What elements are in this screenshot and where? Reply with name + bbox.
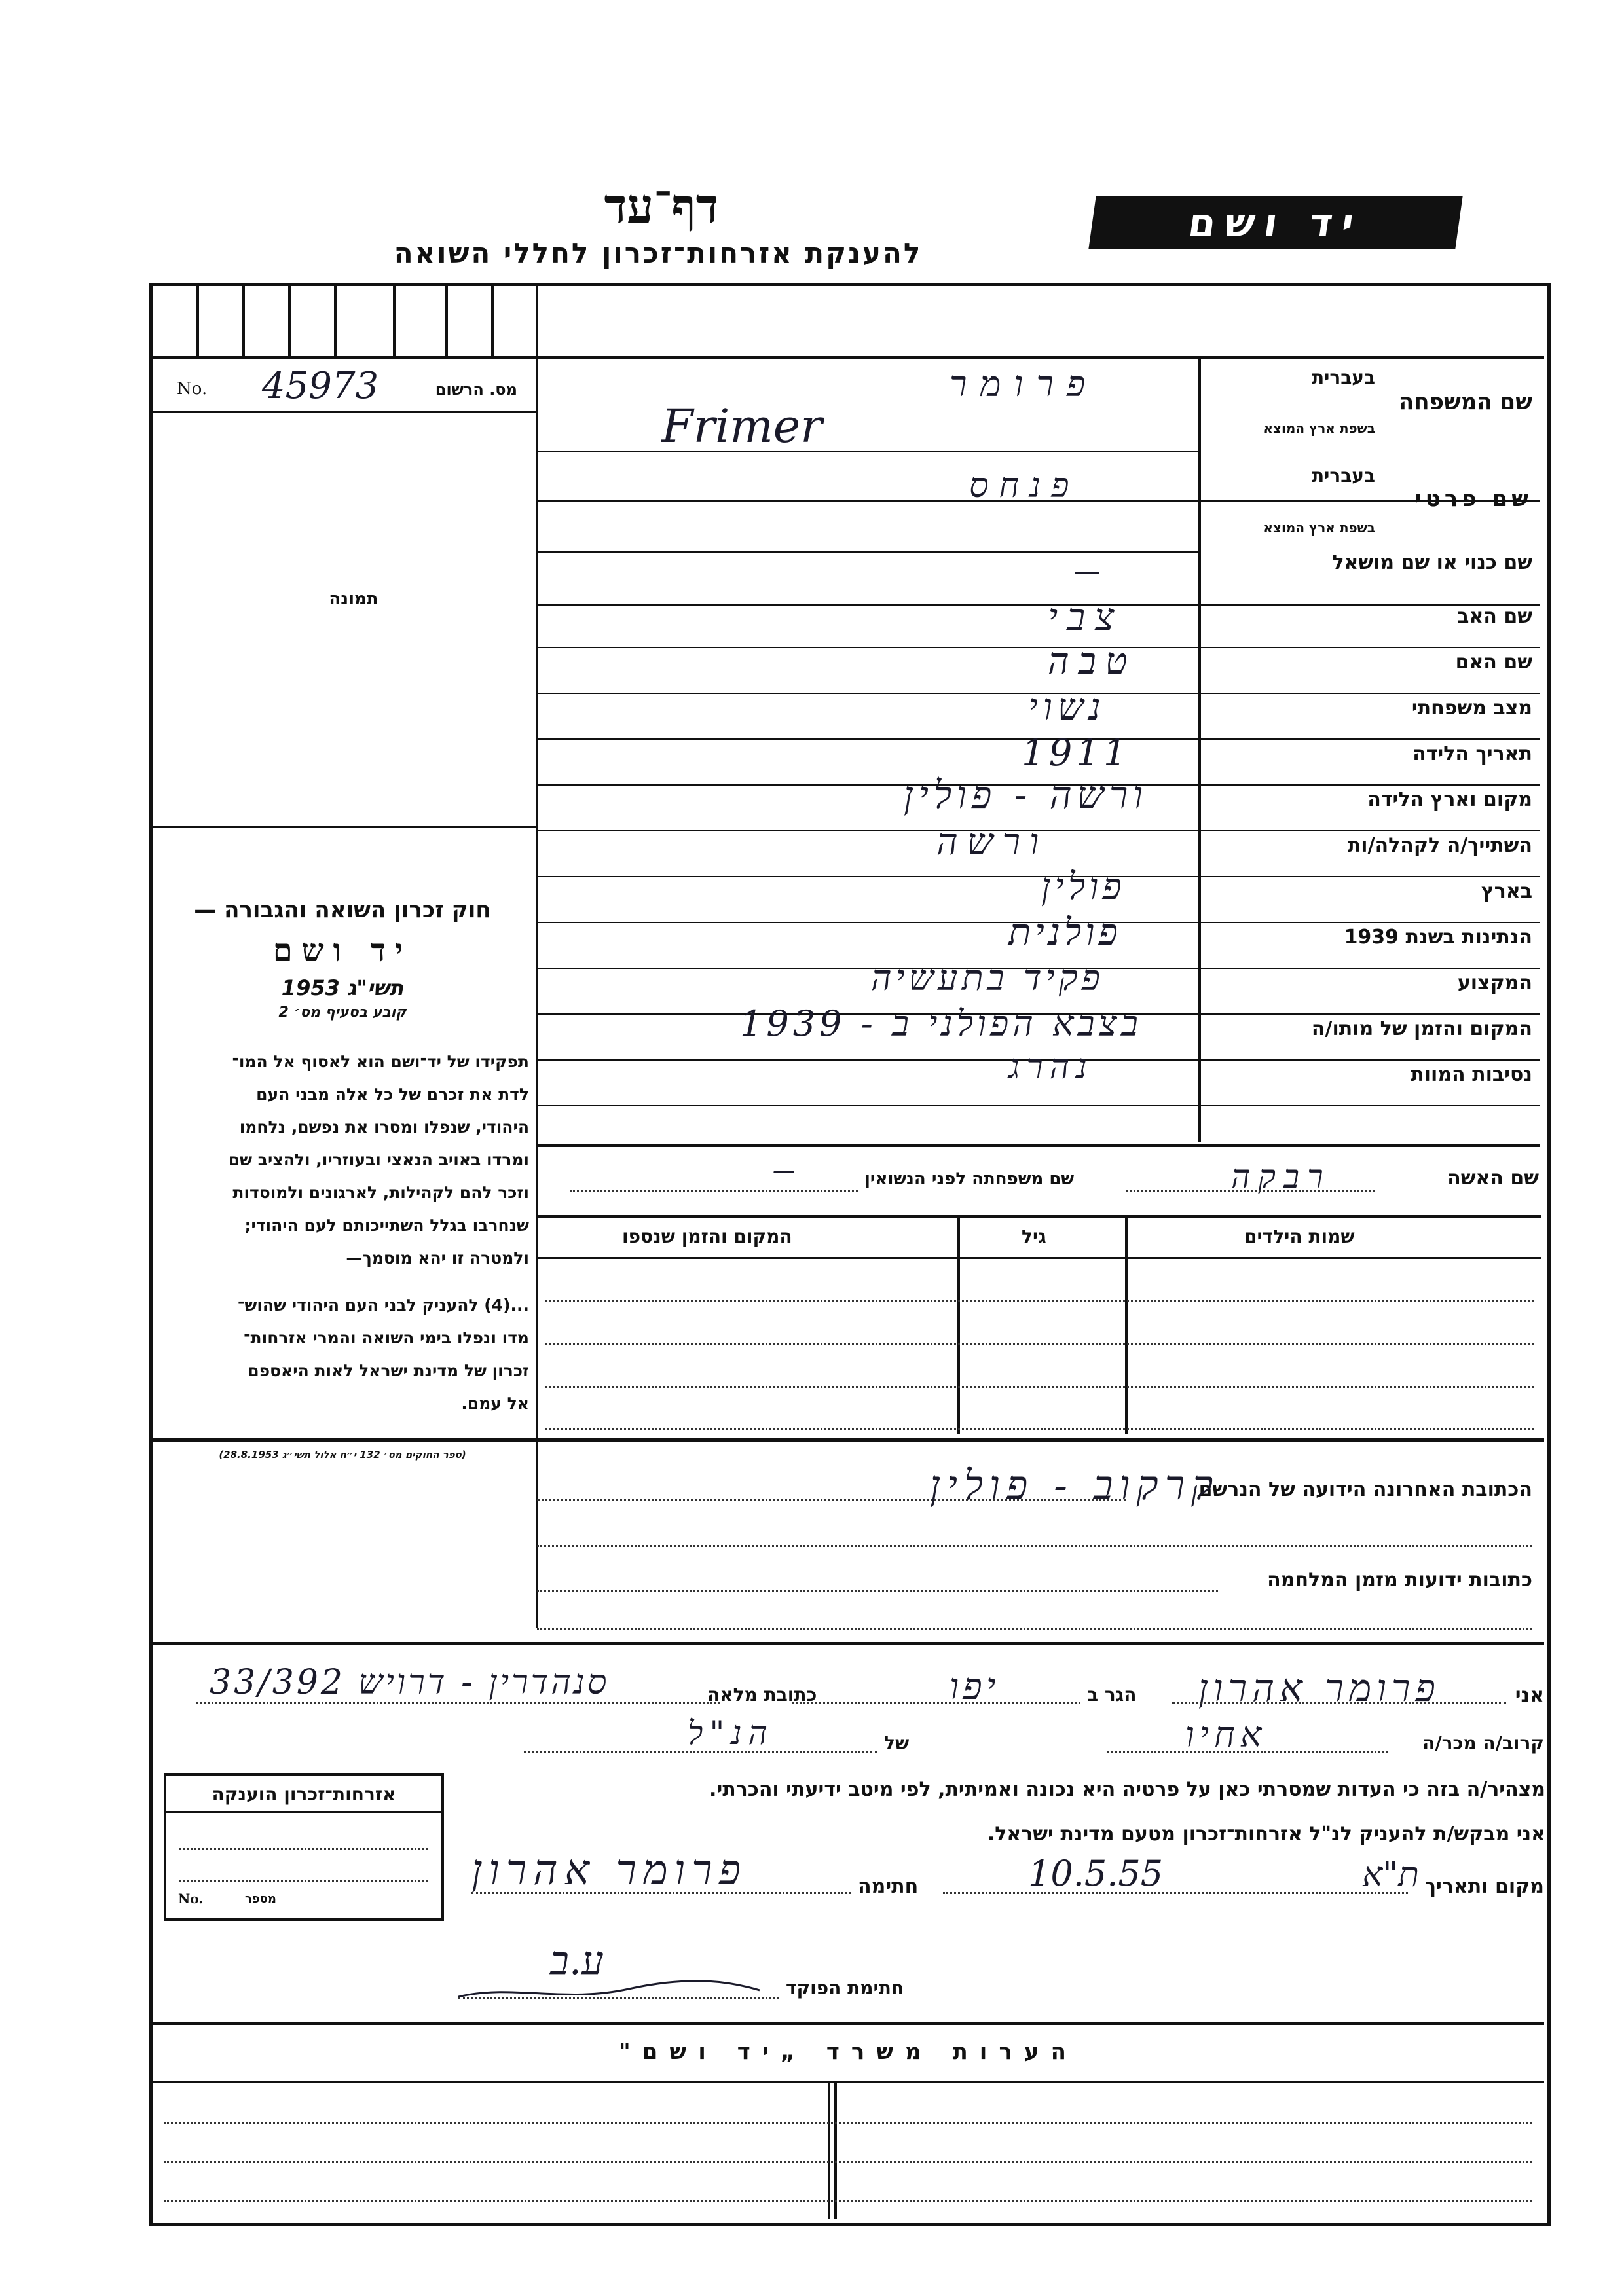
last-address-dots-1 — [537, 1499, 1126, 1501]
signature-label: חתימה — [858, 1875, 919, 1898]
maiden-name-label: שם משפחתה לפני הנשואין — [864, 1169, 1075, 1189]
date-value: 10.5.55 — [1028, 1853, 1164, 1894]
birth-place-label: מקום וארץ הלידה — [1367, 788, 1532, 811]
reg-rule — [153, 411, 536, 413]
community-value: ורשה — [936, 821, 1048, 864]
reg-no-he-label: מס. הרשום — [435, 380, 517, 399]
page-subtitle: להענקת אזרחות־זכרון לחללי השואה — [394, 237, 923, 269]
children-rows — [538, 1259, 1541, 1436]
photo-rule — [153, 826, 536, 828]
wife-value: רבקה — [1231, 1157, 1331, 1195]
law-name: יד ושם — [272, 932, 413, 969]
marital-status-label: מצב משפחתי — [1411, 697, 1532, 720]
place-date-dots — [943, 1892, 1408, 1894]
office-notes-title: הערות משרד „יד ושם" — [619, 2039, 1078, 2065]
law-para2: ...(4) להעניק לבני העם היהודי שהוש־ מדו ונפלו בימי השואה והמרי אזרחות־ זכרון של מדינת ישראל לאות היאספם אל עמם. — [237, 1296, 529, 1413]
occupation-label: המקצוע — [1457, 972, 1532, 994]
place-date-label: מקום ותאריך — [1424, 1875, 1544, 1898]
war-address-dots-1 — [537, 1590, 1218, 1592]
children-col-age: גיל — [1022, 1226, 1046, 1247]
place-value: ת"א — [1362, 1855, 1419, 1895]
full-address-label: כתובת מלאה — [707, 1684, 817, 1705]
family-name-sub1: בעברית — [1311, 367, 1375, 388]
declaration-statement: מצהיר/ה בזה כי העדות שמסרתי כאן על פרטיה היא נכונה ואמיתית, לפי מיטב ידיעתי והכרתי. — [709, 1778, 1545, 1801]
nickname-label: שם כנוי או שם מושאל — [1332, 551, 1532, 574]
law-section — [156, 897, 529, 1461]
declarant-i-label: אני — [1515, 1684, 1544, 1707]
reg-no-label: No. — [177, 379, 208, 399]
mother-name-value: טבה — [1048, 640, 1137, 683]
award-no-he: מספר — [245, 1892, 276, 1906]
maiden-name-value: — — [773, 1157, 795, 1184]
officer-signature-value: ע.ב — [550, 1938, 604, 1984]
tick-marks — [196, 286, 537, 357]
reg-no-value: 45973 — [262, 365, 379, 407]
birth-date-label: תאריך הלידה — [1412, 742, 1532, 765]
declaration-request: אני מבקש/ת להעניק לנ"ל אזרחות־זכרון מטעם מדינת ישראל. — [987, 1823, 1545, 1846]
page-title: דף־עד — [604, 178, 719, 234]
officer-signature-label: חתימת הפוקד — [786, 1977, 904, 1999]
photo-label: תמונה — [329, 589, 378, 609]
first-name-sub1: בעברית — [1311, 465, 1375, 486]
family-name-label: שם המשפחה — [1398, 389, 1532, 415]
death-place-time-value: בצבא הפולני ב - 1939 — [740, 1003, 1142, 1044]
birth-date-value: 1911 — [1022, 732, 1131, 774]
full-address-value: סנהדרין - דרויש 33/392 — [210, 1663, 610, 1702]
law-title: חוק זכרון השואה והגבורה — — [194, 897, 491, 923]
father-name-value: צבי — [1048, 594, 1124, 639]
officer-dots — [458, 1997, 779, 1999]
first-name-sub2: בשפת ארץ המוצא — [1263, 520, 1375, 536]
law-year: תשי"ג 1953 — [281, 975, 404, 1000]
of-label: של — [884, 1732, 910, 1754]
resides-value: יפו — [950, 1666, 1000, 1708]
occupation-value: פקיד בתעשיה — [871, 957, 1104, 998]
last-address-dots-2 — [537, 1545, 1532, 1547]
community-label: השתייך/ה לקהלה/ות — [1347, 834, 1532, 857]
maiden-dots — [570, 1190, 858, 1192]
law-para1: תפקידו של יד־ושם הוא לאסוף אל המו־ לדת את זכרם של כל אלה מבני העם היהודי, שנפלו ומסרו את נפשם, נלחמו ומרדו באויב הנאצי ובעוזריו, ולהציב שם וזכר להם לקהילות, לארגונים ולמוסדות שנחרבו בגלל השתייכותם לעם היהודי; ולמטרה זו יהא מוסמך— — [228, 1052, 529, 1267]
signature-dots — [471, 1892, 851, 1894]
children-col-place: המקום והזמן שנספו — [622, 1226, 792, 1247]
notes-rows — [157, 2083, 1539, 2217]
notes-top-rule — [153, 2022, 1544, 2025]
law-footnote: (ספר החוקים מס׳ 132 י״ח אלול תשי״ג 28.8.1953) — [219, 1449, 466, 1461]
logo-text: יד ושם — [1185, 200, 1366, 246]
resides-label: הגר ב — [1087, 1684, 1137, 1705]
war-address-label: כתובות ידועות מזמן המלחמה — [1267, 1569, 1532, 1592]
resides-dots — [792, 1702, 1080, 1704]
wife-dots — [1126, 1190, 1375, 1192]
of-value: הנ"ל — [688, 1714, 774, 1752]
law-clause: קובע בסעיף מס׳ 2 — [278, 1004, 407, 1021]
award-no-label: No. — [178, 1891, 204, 1906]
relation-label: קרוב/ה מכר/ה — [1422, 1732, 1544, 1754]
marital-status-value: נשוי — [1028, 686, 1106, 729]
first-name-label: שם פרטי — [1414, 486, 1532, 512]
children-col-names: שמות הילדים — [1244, 1226, 1355, 1247]
family-name-origin: Frimer — [661, 399, 822, 453]
children-top-rule — [538, 1215, 1541, 1218]
relation-dots — [1107, 1751, 1388, 1753]
country-value: פולין — [1041, 866, 1126, 908]
death-circumstances-label: נסיבות המוות — [1411, 1063, 1532, 1086]
of-dots — [524, 1751, 877, 1753]
full-address-dots — [196, 1702, 720, 1704]
award-title: אזרחות־זכרון הוענקה — [212, 1783, 396, 1805]
family-name-hebrew: פרומר — [950, 363, 1099, 405]
declarant-name-dots — [1172, 1702, 1506, 1704]
death-place-time-label: המקום והזמן של מותו/ה — [1311, 1017, 1532, 1040]
mother-name-label: שם האם — [1455, 651, 1532, 674]
address-top-rule — [153, 1438, 1544, 1442]
last-address-value: קרקוב - פולין — [930, 1461, 1220, 1509]
wife-label: שם האשה — [1447, 1167, 1539, 1190]
officer-signature-stroke — [458, 1977, 760, 2003]
registration-number — [157, 365, 530, 409]
first-name-hebrew: פנחס — [969, 466, 1080, 505]
signature-value: פרומר אהרון — [471, 1846, 748, 1895]
declarant-name-value: פרומר אהרון — [1198, 1666, 1441, 1710]
yad-vashem-logo — [1088, 196, 1462, 249]
war-address-dots-2 — [537, 1628, 1532, 1630]
country-label: בארץ — [1481, 880, 1532, 903]
last-address-label: הכתובת האחרונה הידועה של הנרשם — [1198, 1478, 1532, 1501]
citizenship-label: הנתינות בשנת 1939 — [1344, 926, 1532, 949]
death-circumstances-value: נהרג — [1008, 1048, 1094, 1087]
award-box — [164, 1773, 444, 1921]
nickname-value: — — [1074, 556, 1100, 587]
citizenship-value: פולנית — [1008, 911, 1122, 954]
father-name-label: שם האב — [1457, 605, 1532, 628]
relation-value: אחיו — [1185, 1714, 1267, 1755]
family-name-sub2: בשפת ארץ המוצא — [1263, 420, 1375, 436]
declarant-top-rule — [153, 1642, 1544, 1645]
birth-place-value: ורשה - פולין — [904, 773, 1149, 817]
